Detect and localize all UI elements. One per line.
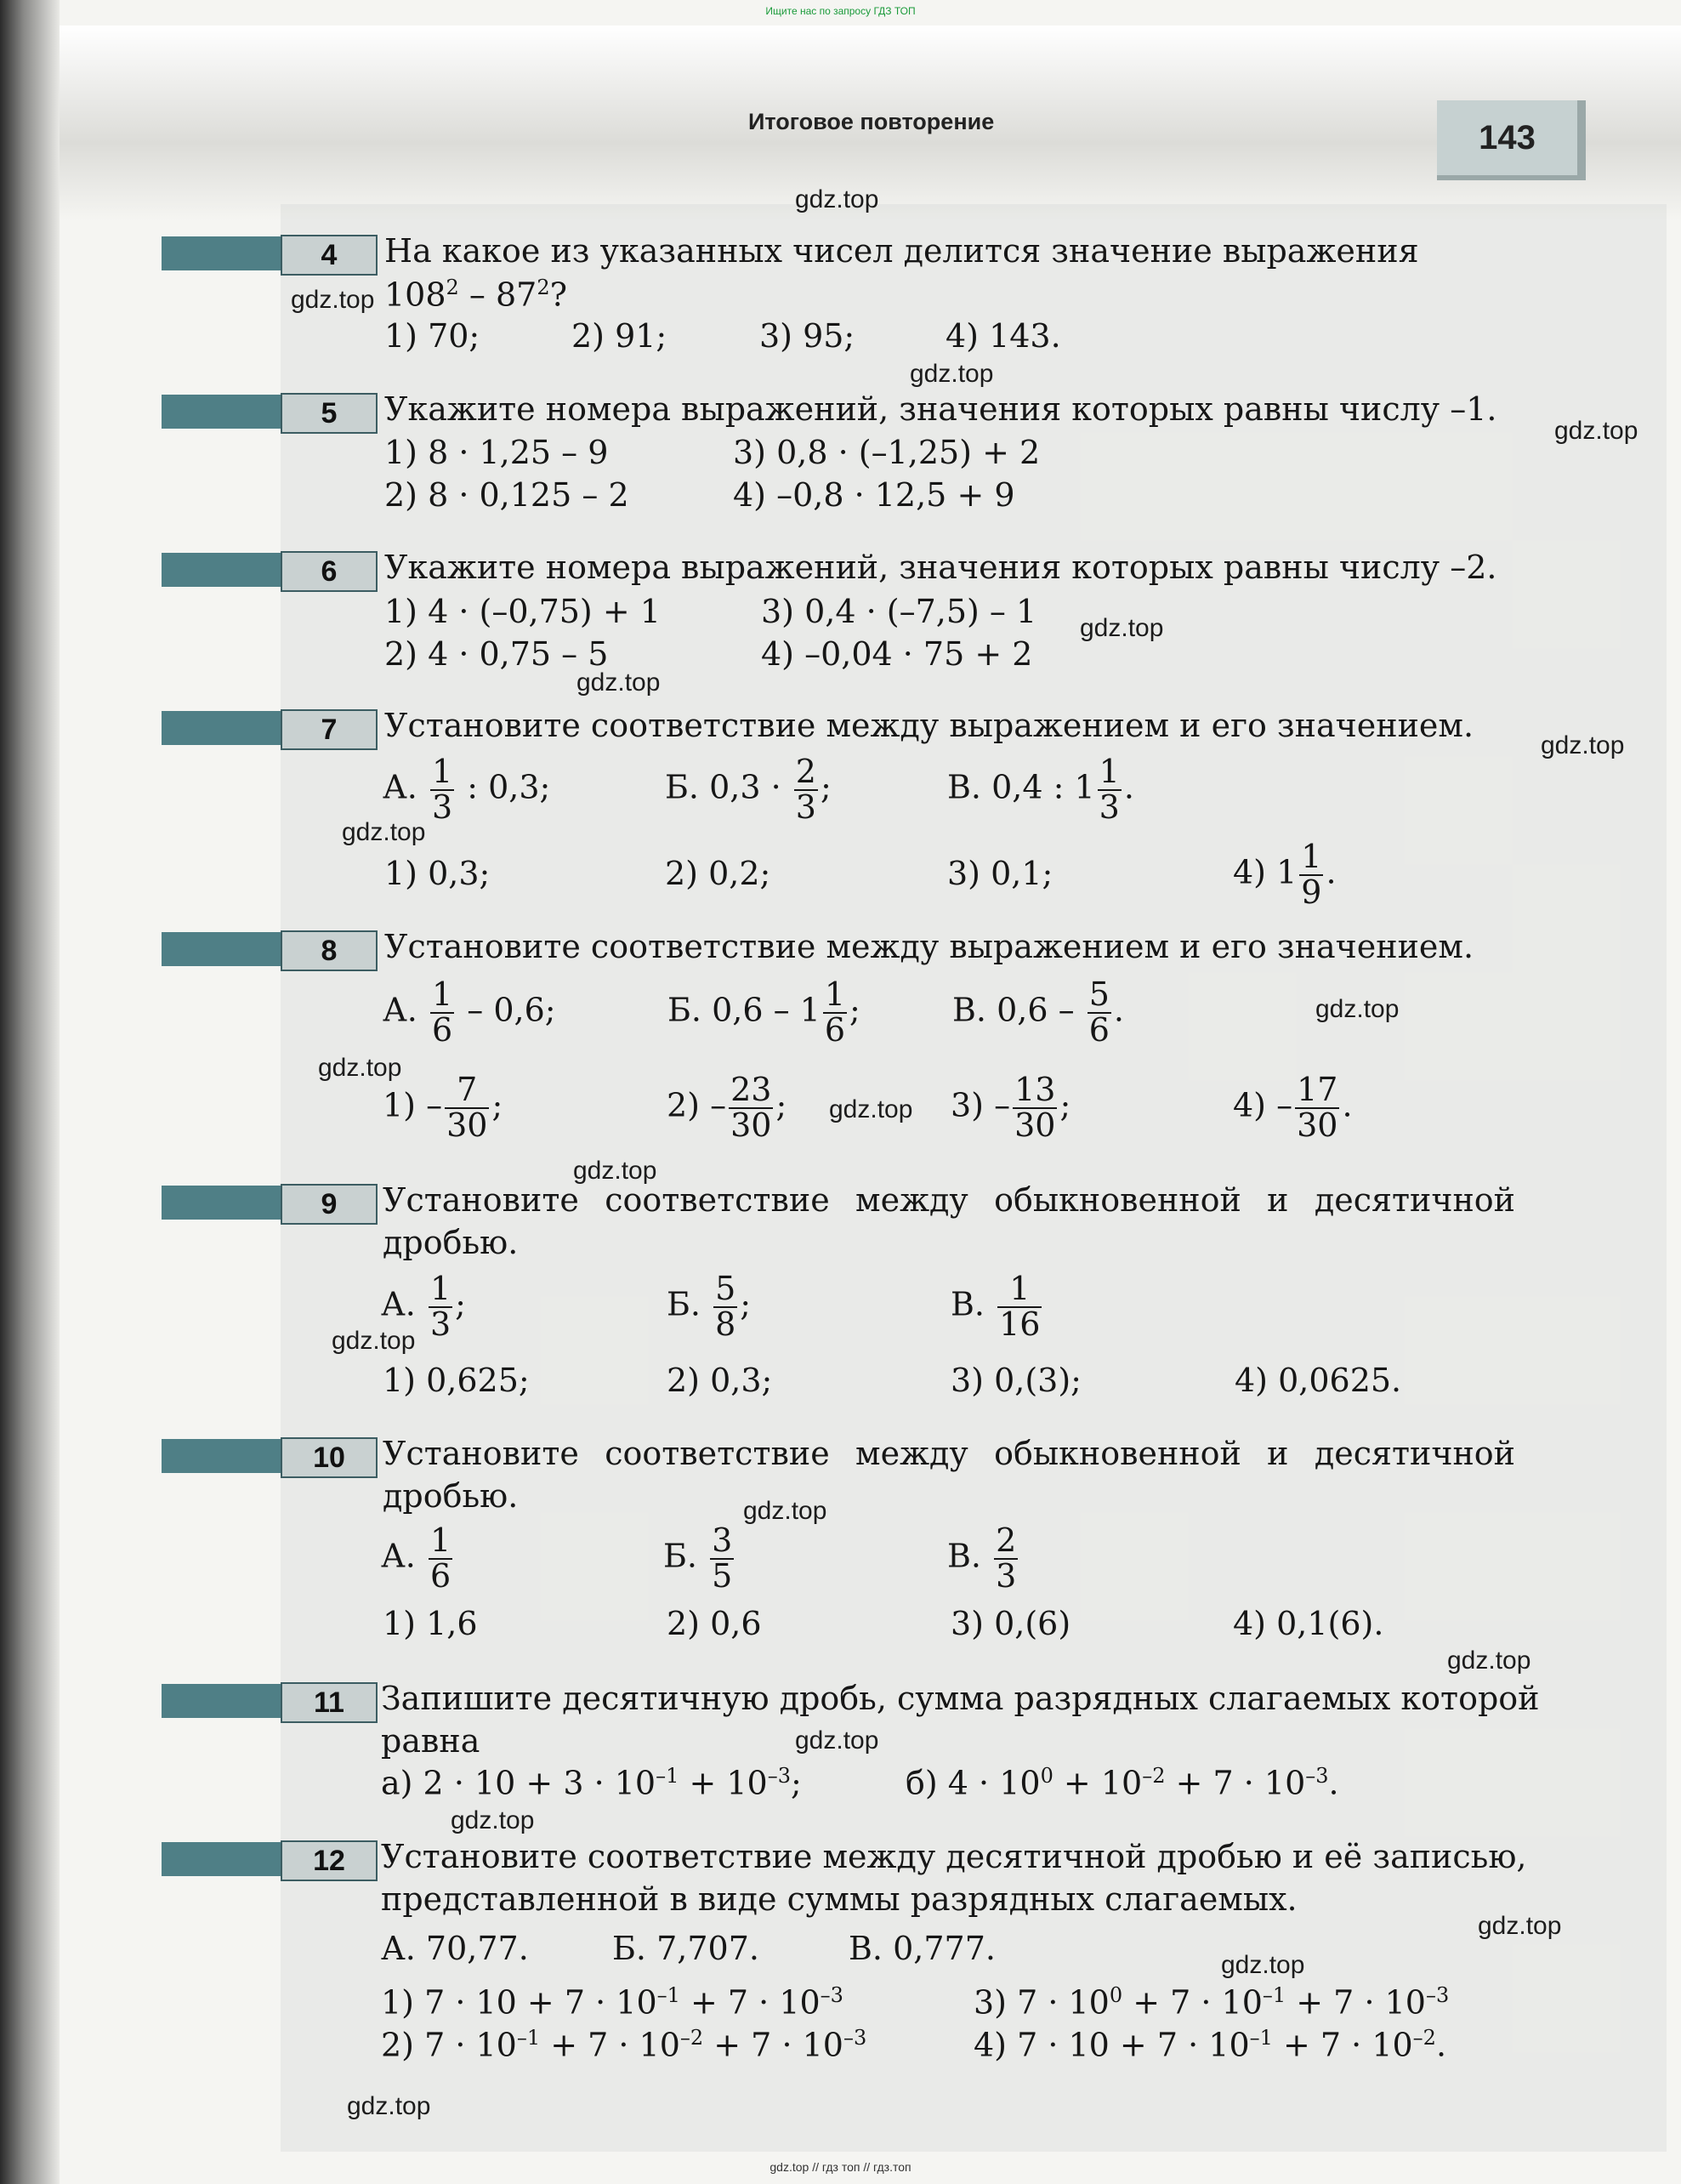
watermark: gdz.top (795, 1726, 879, 1755)
task-text: Установите соответствие между обыкновенной и десятичной (383, 1181, 1515, 1219)
answer-option: 3) 0,1; (947, 855, 1053, 892)
answer-option: 3) 95; (759, 317, 855, 355)
task-text: представленной в виде суммы разрядных слагаемых. (381, 1880, 1298, 1918)
task-text (384, 232, 1515, 270)
task-number: 4 (281, 235, 378, 276)
task-marker-bar (162, 711, 291, 745)
bottom-watermark: gdz.top // гдз топ // гдз.топ (770, 2160, 911, 2174)
task-number: 9 (281, 1184, 378, 1225)
task-marker-bar (162, 395, 291, 429)
task-number: 8 (281, 930, 378, 971)
watermark: gdz.top (1554, 417, 1638, 445)
task-marker-bar (162, 236, 291, 270)
answer-option: 3) – $\frac{13}{30}$ ; (951, 1071, 1071, 1144)
answer-option: 3) 0,4 · (–7,5) – 1 (761, 593, 1037, 630)
answer-option: 1) 4 · (–0,75) + 1 (384, 593, 661, 630)
answer-option: 1) 70; (384, 317, 480, 355)
answer-option: 2) 0,2; (665, 855, 771, 892)
watermark: gdz.top (342, 818, 426, 846)
watermark: gdz.top (291, 286, 375, 314)
match-item-v: В. $\frac{2}{3}$ (947, 1521, 1017, 1595)
answer-option: 1) – $\frac{7}{30}$ ; (383, 1071, 503, 1144)
task-marker-bar (162, 1186, 291, 1220)
answer-option: 2) – $\frac{23}{30}$ ; (667, 1071, 787, 1144)
match-item-v: В. 0,777. (849, 1930, 996, 1967)
answer-option: 2) 0,6 (667, 1605, 762, 1642)
task-text: Установите соответствие между выражением и его значением. (384, 928, 1474, 965)
answer-option: 3) 0,8 · (–1,25) + 2 (733, 434, 1041, 471)
match-item-b: Б. 0,3 · $\frac{2}{3}$ ; (665, 753, 832, 826)
task-text: равна (381, 1722, 480, 1760)
match-item-a: А. 70,77. (381, 1930, 529, 1967)
answer-option: 1) $7 \cdot 10 + 7 \cdot 10^{-1} + 7 \cdot 10^{-3}$ (381, 1983, 843, 2022)
task-marker-bar (162, 932, 291, 966)
watermark: gdz.top (1447, 1647, 1531, 1675)
answer-option: 2) $7 \cdot 10^{-1} + 7 \cdot 10^{-2} + 7 \cdot 10^{-3}$ (381, 2026, 867, 2064)
answer-option: 3) $7 \cdot 10^0 + 7 \cdot 10^{-1} + 7 \cdot 10^{-3}$ (974, 1983, 1450, 2022)
task-11-part-b: б) $4 \cdot 10^0 + 10^{-2} + 7 \cdot 10^{-3}$. (906, 1764, 1339, 1802)
answer-option: 2) 91; (571, 317, 667, 355)
answer-option: 4) $7 \cdot 10 + 7 \cdot 10^{-1} + 7 \cdot 10^{-2}$. (974, 2026, 1447, 2064)
match-item-v: В. 0,4 : 1 $\frac{1}{3}$ . (947, 753, 1134, 826)
watermark: gdz.top (795, 185, 879, 213)
task-number: 5 (281, 393, 378, 434)
watermark: gdz.top (1478, 1912, 1562, 1940)
task-number: 7 (281, 709, 378, 750)
answer-option: 4) 143. (946, 317, 1061, 355)
task-marker-bar (162, 1439, 291, 1473)
answer-option: 4) 0,1(6). (1233, 1605, 1384, 1642)
task-marker-bar (162, 1684, 291, 1718)
task-text: Укажите номера выражений, значения которых равны числу –1. (384, 390, 1497, 428)
task-text: Запишите десятичную дробь, сумма разрядных слагаемых которой (381, 1680, 1540, 1717)
answer-option: 2) 0,3; (667, 1362, 773, 1399)
match-item-a: А. $\frac{1}{3}$ : 0,3; (383, 753, 551, 826)
book-spine-shadow (0, 0, 60, 2184)
task-text: Установите соответствие между обыкновенной и десятичной (383, 1435, 1515, 1472)
watermark: gdz.top (573, 1157, 657, 1185)
match-item-a: А. $\frac{1}{6}$ (381, 1521, 451, 1595)
watermark: gdz.top (1080, 614, 1164, 642)
match-item-v: В. $\frac{1}{16}$ (951, 1270, 1041, 1343)
task-text: Укажите номера выражений, значения которых равны числу –2. (384, 549, 1497, 586)
answer-option: 2) 4 · 0,75 – 5 (384, 635, 609, 673)
watermark: gdz.top (451, 1806, 535, 1834)
answer-option: 1) 8 · 1,25 – 9 (384, 434, 609, 471)
match-item-v: В. 0,6 – $\frac{5}{6}$ . (952, 975, 1124, 1049)
task-text: Установите соответствие между десятичной дробью и её записью, (381, 1838, 1527, 1875)
top-watermark: Ищите нас по запросу ГДЗ ТОП (765, 5, 916, 17)
section-title: Итоговое повторение (748, 109, 995, 134)
match-item-b: Б. 7,707. (612, 1930, 759, 1967)
task-marker-bar (162, 553, 291, 587)
task-text: $108^2 - 87^2$? (384, 276, 567, 314)
task-number: 6 (281, 551, 378, 592)
watermark: gdz.top (1221, 1951, 1305, 1979)
watermark: gdz.top (1541, 731, 1625, 759)
answer-option: 4) –0,8 · 12,5 + 9 (733, 476, 1015, 514)
watermark: gdz.top (318, 1054, 402, 1082)
task-text: дробью. (383, 1477, 519, 1515)
task-text: Установите соответствие между выражением и его значением. (384, 707, 1474, 744)
watermark: gdz.top (332, 1327, 416, 1355)
answer-option: 4) 0,0625. (1235, 1362, 1402, 1399)
watermark: gdz.top (347, 2092, 431, 2120)
task-number: 10 (281, 1437, 378, 1478)
task-text: дробью. (383, 1224, 519, 1261)
answer-option: 4) 1 $\frac{1}{9}$ . (1233, 838, 1337, 911)
watermark: gdz.top (829, 1095, 913, 1123)
answer-option: 3) 0,(3); (951, 1362, 1082, 1399)
task-number: 12 (281, 1840, 378, 1881)
watermark: gdz.top (910, 360, 994, 388)
match-item-b: Б. $\frac{3}{5}$ (663, 1521, 733, 1595)
task-number: 11 (281, 1682, 378, 1723)
answer-option: 4) –0,04 · 75 + 2 (761, 635, 1033, 673)
task-11-part-a: а) $2 \cdot 10 + 3 \cdot 10^{-1} + 10^{-3}$; (381, 1764, 802, 1802)
answer-option: 1) 1,6 (383, 1605, 478, 1642)
page-number: 143 (1437, 100, 1586, 180)
watermark: gdz.top (576, 668, 661, 697)
watermark: gdz.top (1315, 995, 1400, 1023)
task-marker-bar (162, 1842, 291, 1876)
match-item-b: Б. 0,6 – 1 $\frac{1}{6}$ ; (667, 975, 860, 1049)
answer-option: 3) 0,(6) (951, 1605, 1071, 1642)
match-item-a: А. $\frac{1}{3}$ ; (381, 1270, 466, 1343)
answer-option: 1) 0,625; (383, 1362, 530, 1399)
answer-option: 4) – $\frac{17}{30}$ . (1233, 1071, 1353, 1144)
task-4-question: На какое из указанных чисел делится значение выражения (384, 232, 1419, 270)
match-item-a: А. $\frac{1}{6}$ – 0,6; (383, 975, 556, 1049)
answer-option: 1) 0,3; (384, 855, 491, 892)
watermark: gdz.top (743, 1497, 827, 1525)
answer-option: 2) 8 · 0,125 – 2 (384, 476, 629, 514)
match-item-b: Б. $\frac{5}{8}$ ; (667, 1270, 752, 1343)
